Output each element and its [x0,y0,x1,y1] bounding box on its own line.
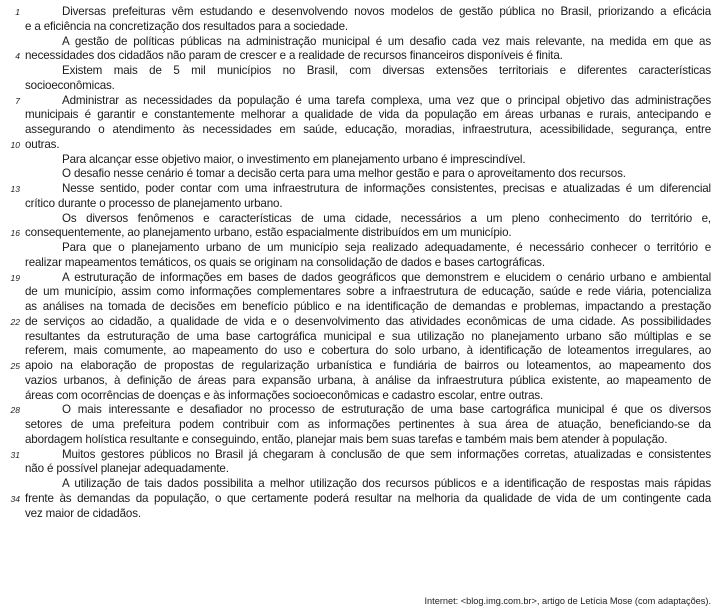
line-text: as análises na tomada de decisões em benefício público e na identificação de demandas e problemas, impactando a prestação [25,300,711,313]
source-citation: Internet: <blog.img.com.br>, artigo de Letícia Mose (com adaptações). [424,596,711,606]
line-number: 10 [10,139,20,150]
document-line [0,79,718,94]
document-line [0,330,718,345]
document-line [0,241,718,256]
document-line [0,64,718,79]
line-text: necessidades dos cidadãos não param de crescer e a realidade de recursos financeiros disponíveis é finita. [25,49,563,63]
line-text: municipais é garantir e constantemente melhorar a qualidade de vida da população em áreas urbanas e rurais, antecipando e [25,108,711,122]
document-line [0,197,718,212]
document-line [0,20,718,35]
document-line [0,212,718,227]
line-text: A gestão de políticas públicas na administração municipal é um desafio cada vez mais relevante, na medida em que as [62,34,711,48]
line-text: Nesse sentido, poder contar com uma infraestrutura de informações consistentes, precisas e atualizadas é um diferencial [62,182,711,195]
line-number: 31 [10,449,20,460]
line-text: de um município, assim como informações complementares sobre a infraestrutura de educação, saúde e rede viária, potencializa [25,285,711,299]
document-body [0,5,718,521]
document-line [0,35,718,50]
line-text: vazios urbanos, à definição de áreas para expansão urbana, à análise da infraestrutura pública existente, ao mapeamento de [25,373,711,387]
document-line [0,462,718,477]
line-text: referem, mais comumente, ao mapeamento do uso e cobertura do solo urbano, à identificação de loteamentos irregulares, ao [25,344,711,358]
document-line [0,5,718,20]
document-line [0,271,718,286]
line-text: crítico durante o processo de planejamento urbano. [25,196,283,210]
document-line [0,433,718,448]
line-text: Para alcançar esse objetivo maior, o investimento em planejamento urbano é imprescindível. [62,152,526,166]
line-text: abordagem holística resultante e conseguindo, então, planejar mais bem suas tarefas e também mais bem atender à população. [25,432,668,446]
document-line [0,403,718,418]
line-text: frente às demandas da população, o que certamente poderá resultar na melhoria da qualidade de vida de um contingente cada [25,491,711,505]
document-line [0,285,718,300]
document-line [0,123,718,138]
line-text: apoio na elaboração de propostas de regularização urbanística e fundiária de bairros ou loteamentos, ao mapeamento dos [25,359,711,372]
document-line [0,256,718,271]
document-line [0,167,718,182]
line-text: Muitos gestores públicos no Brasil já chegaram à conclusão de que sem informações corretas, atualizadas e consistentes [62,447,711,461]
line-number: 28 [10,405,20,416]
line-text: Diversas prefeituras vêm estudando e desenvolvendo novos modelos de gestão pública no Brasil, priorizando a eficácia [62,5,711,18]
line-text: O mais interessante e desafiador no processo de estruturação de uma base cartográfica municipal é que os diversos [62,403,711,417]
line-number: 13 [10,184,20,194]
document-line [0,182,718,197]
line-text: Administrar as necessidades da população é uma tarefa complexa, uma vez que o principal objetivo das administrações [62,93,711,107]
document-line [0,507,718,522]
line-text: áreas com ocorrências de doenças e às informações socioeconômicas e cadastro escolar, entre outras. [25,388,544,402]
line-text: realizar mapeamentos temáticos, os quais se originam na consolidação de dados e bases cartográficas. [25,255,545,269]
line-text: outras. [25,137,60,151]
document-line [0,492,718,507]
line-number: 25 [10,361,20,371]
document-line [0,108,718,123]
line-text: assegurando o atendimento às necessidades em saúde, educação, moradias, infraestrutura, acessibilidade, segurança, entre [25,123,711,136]
line-number: 1 [15,7,20,17]
document-line [0,477,718,492]
document-line [0,315,718,330]
line-text: A estruturação de informações em bases de dados geográficos que demonstrem e elucidem o cenário urbano e ambiental [62,270,711,284]
document-line [0,226,718,241]
line-text: Os diversos fenômenos e características de uma cidade, necessários a um pleno conhecimento do território e, [62,211,711,225]
document-line [0,359,718,374]
line-text: Existem mais de 5 mil municípios no Brasil, com diversas extensões territoriais e diferentes características [62,64,711,77]
document-line [0,389,718,404]
line-text: e a eficiência na concretização dos resultados para a sociedade. [25,19,348,33]
line-text: resultantes da estruturação de uma base cartográfica municipal e sua utilização no planejamento urbano são múltiplas e se [25,329,711,343]
line-text: vez maior de cidadãos. [25,506,141,520]
line-number: 34 [10,493,20,504]
line-number: 4 [15,51,20,62]
line-text: consequentemente, ao planejamento urbano, estão espacialmente distribuídos em um município. [25,226,512,240]
line-text: A utilização de tais dados possibilita a melhor utilização dos recursos públicos e a identificação de respostas mais rápidas [62,477,711,490]
document-line [0,344,718,359]
line-text: Para que o planejamento urbano de um município seja realizado adequadamente, é necessário conhecer o território e [62,241,711,254]
line-number: 22 [10,316,20,327]
line-text: de serviços ao cidadão, a qualidade de vida e o desenvolvimento das atividades econômicas de uma cidade. As possibilidades [25,314,711,328]
line-text: não é possível planejar adequadamente. [25,462,229,476]
line-text: O desafio nesse cenário é tomar a decisão certa para uma melhor gestão e para o aproveitamento dos recursos. [62,167,626,181]
line-text: socioeconômicas. [25,78,115,92]
document-line [0,448,718,463]
line-text: setores de uma prefeitura podem contribuir com as informações pertinentes à sua área de atuação, beneficiando-se da [25,418,711,431]
document-line [0,418,718,433]
line-number: 7 [15,95,20,106]
document-line [0,300,718,315]
document-line [0,49,718,64]
document-line [0,138,718,153]
document-line [0,153,718,168]
document-line [0,374,718,389]
line-number: 16 [10,228,20,239]
line-number: 19 [10,272,20,283]
document-line [0,94,718,109]
